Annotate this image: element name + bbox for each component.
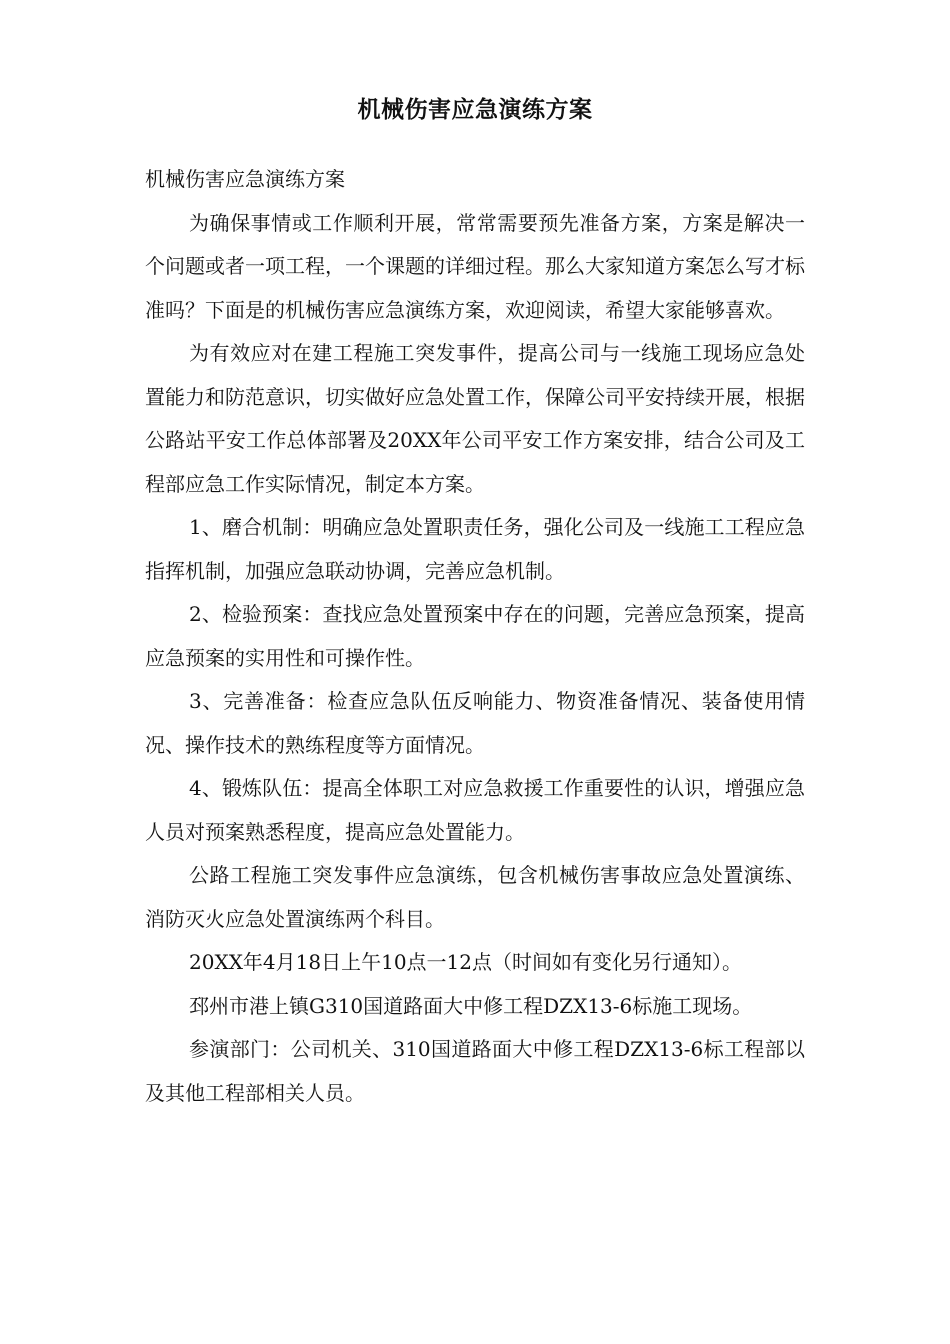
paragraph-drill-location: 邳州市港上镇G310国道路面大中修工程DZX13-6标施工现场。 — [189, 993, 753, 1018]
paragraph-item-4: 4、锻炼队伍：提高全体职工对应急救援工作重要性的认识，增强应急人员对预案熟悉程度，提高应急处置能力。 — [145, 776, 805, 844]
paragraph-purpose: 为有效应对在建工程施工突发事件，提高公司与一线施工现场应急处置能力和防范意识，切实做好应急处置工作，保障公司平安持续开展，根据公路站平安工作总体部署及20XX年公司平安工作方案安排，结合公司及工程部应急工作实际情况，制定本方案。 — [145, 341, 805, 496]
paragraph-intro: 为确保事情或工作顺利开展，常常需要预先准备方案，方案是解决一个问题或者一项工程，一个课题的详细过程。那么大家知道方案怎么写才标准吗？下面是的机械伤害应急演练方案，欢迎阅读，希望大家能够喜欢。 — [145, 210, 805, 322]
paragraph-item-2: 2、检验预案：查找应急处置预案中存在的问题，完善应急预案，提高应急预案的实用性和可操作性。 — [145, 602, 805, 670]
paragraph-item-1: 1、磨合机制：明确应急处置职责任务，强化公司及一线施工工程应急指挥机制，加强应急联动协调，完善应急机制。 — [145, 515, 805, 583]
paragraph-drill-content: 公路工程施工突发事件应急演练，包含机械伤害事故应急处置演练、消防灭火应急处置演练两个科目。 — [145, 863, 805, 931]
paragraph-drill-time: 20XX年4月18日上午10点一12点（时间如有变化另行通知）。 — [189, 950, 742, 974]
paragraph-participants: 参演部门：公司机关、310国道路面大中修工程DZX13-6标工程部以及其他工程部相关人员。 — [145, 1037, 805, 1105]
paragraph-item-3: 3、完善准备：检查应急队伍反响能力、物资准备情况、装备使用情况、操作技术的熟练程度等方面情况。 — [145, 689, 805, 757]
document-subtitle: 机械伤害应急演练方案 — [145, 167, 345, 191]
document-content — [145, 92, 805, 1115]
document-title: 机械伤害应急演练方案 — [357, 96, 593, 123]
